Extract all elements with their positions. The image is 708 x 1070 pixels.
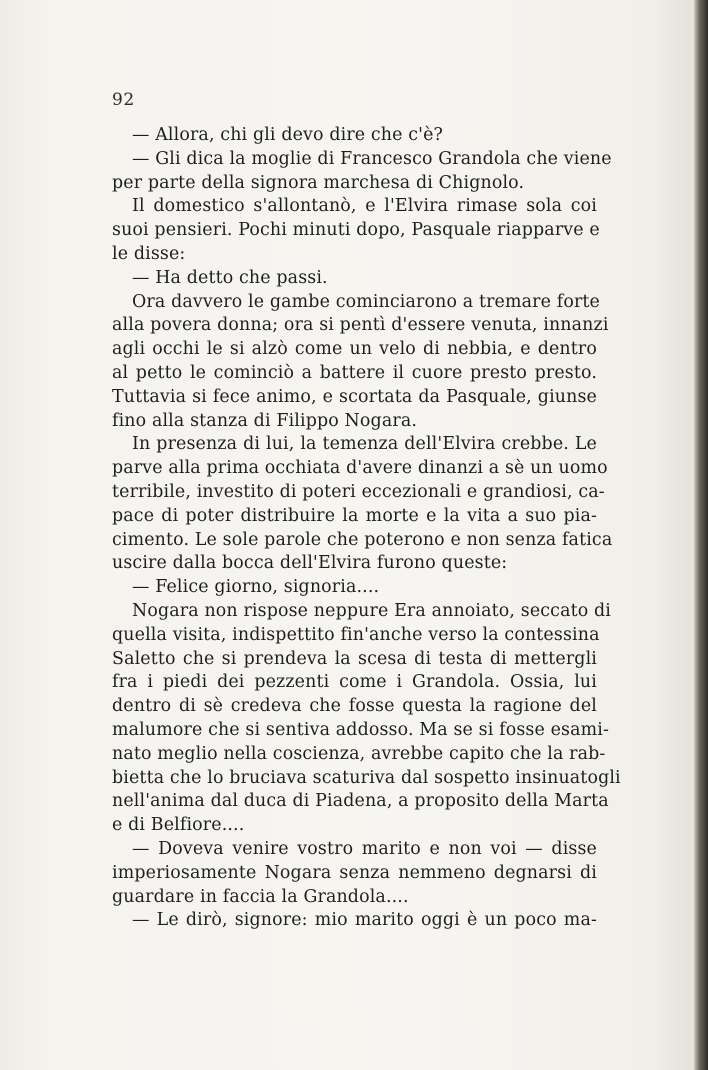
text-line: pace di poter distribuire la morte e la vita a suo pia- — [112, 505, 597, 526]
text-line: per parte della signora marchesa di Chignolo. — [112, 172, 525, 193]
text-line: malumore che si sentiva addosso. Ma se si fosse esami- — [112, 719, 609, 740]
body-text — [112, 124, 621, 933]
book-spine-shadow — [694, 0, 708, 1070]
text-line: nato meglio nella coscienza, avrebbe capito che la rab- — [112, 743, 606, 764]
text-line: nell'anima dal duca di Piadena, a proposito della Marta — [112, 791, 609, 812]
text-line: — Gli dica la moglie di Francesco Grandola che viene — [132, 148, 612, 169]
text-line: agli occhi le si alzò come un velo di nebbia, e dentro — [112, 339, 597, 360]
text-line: dentro di sè credeva che fosse questa la ragione del — [112, 696, 597, 717]
text-line: — Allora, chi gli devo dire che c'è? — [132, 125, 443, 145]
text-line: — Doveva venire vostro marito e non voi — disse — [132, 838, 597, 859]
text-line: Tuttavia si fece animo, e scortata da Pasquale, giunse — [112, 386, 597, 407]
text-line: e di Belfiore.... — [112, 815, 245, 836]
text-line: In presenza di lui, la temenza dell'Elvira crebbe. Le — [132, 434, 597, 455]
text-line: terribile, investito di poteri eccezionali e grandiosi, ca- — [112, 481, 605, 502]
text-line: — Felice giorno, signoria.... — [132, 577, 380, 598]
page-number: 92 — [112, 90, 135, 110]
text-line: fino alla stanza di Filippo Nogara. — [112, 410, 418, 431]
text-line: Saletto che si prendeva la scesa di testa di mettergli — [112, 648, 597, 669]
text-line: cimento. Le sole parole che poterono e non senza fatica — [112, 529, 613, 550]
text-line: uscire dalla bocca dell'Elvira furono queste: — [112, 553, 508, 574]
text-line: Nogara non rispose neppure Era annoiato, seccato di — [132, 600, 612, 621]
text-line: bietta che lo bruciava scaturiva dal sospetto insinuatogli — [112, 767, 621, 788]
text-line: al petto le cominciò a battere il cuore presto presto. — [112, 362, 597, 383]
text-line: — Le dirò, signore: mio marito oggi è un poco ma- — [132, 910, 597, 931]
text-line: quella visita, indispettito fin'anche verso la contessina — [112, 624, 600, 645]
text-line: alla povera donna; ora si pentì d'essere venuta, innanzi — [112, 315, 609, 336]
text-line: Ora davvero le gambe cominciarono a tremare forte — [132, 291, 600, 312]
text-line: guardare in faccia la Grandola.... — [112, 886, 409, 907]
text-line: le disse: — [112, 243, 186, 264]
text-line: — Ha detto che passi. — [132, 267, 328, 288]
text-line: imperiosamente Nogara senza nemmeno degnarsi di — [112, 862, 597, 883]
text-line: Il domestico s'allontanò, e l'Elvira rimase sola coi — [132, 196, 597, 217]
text-line: fra i piedi dei pezzenti come i Grandola. Ossia, lui — [112, 672, 597, 693]
text-line: suoi pensieri. Pochi minuti dopo, Pasquale riapparve e — [112, 220, 600, 241]
text-line: parve alla prima occhiata d'avere dinanzi a sè un uomo — [112, 458, 608, 479]
